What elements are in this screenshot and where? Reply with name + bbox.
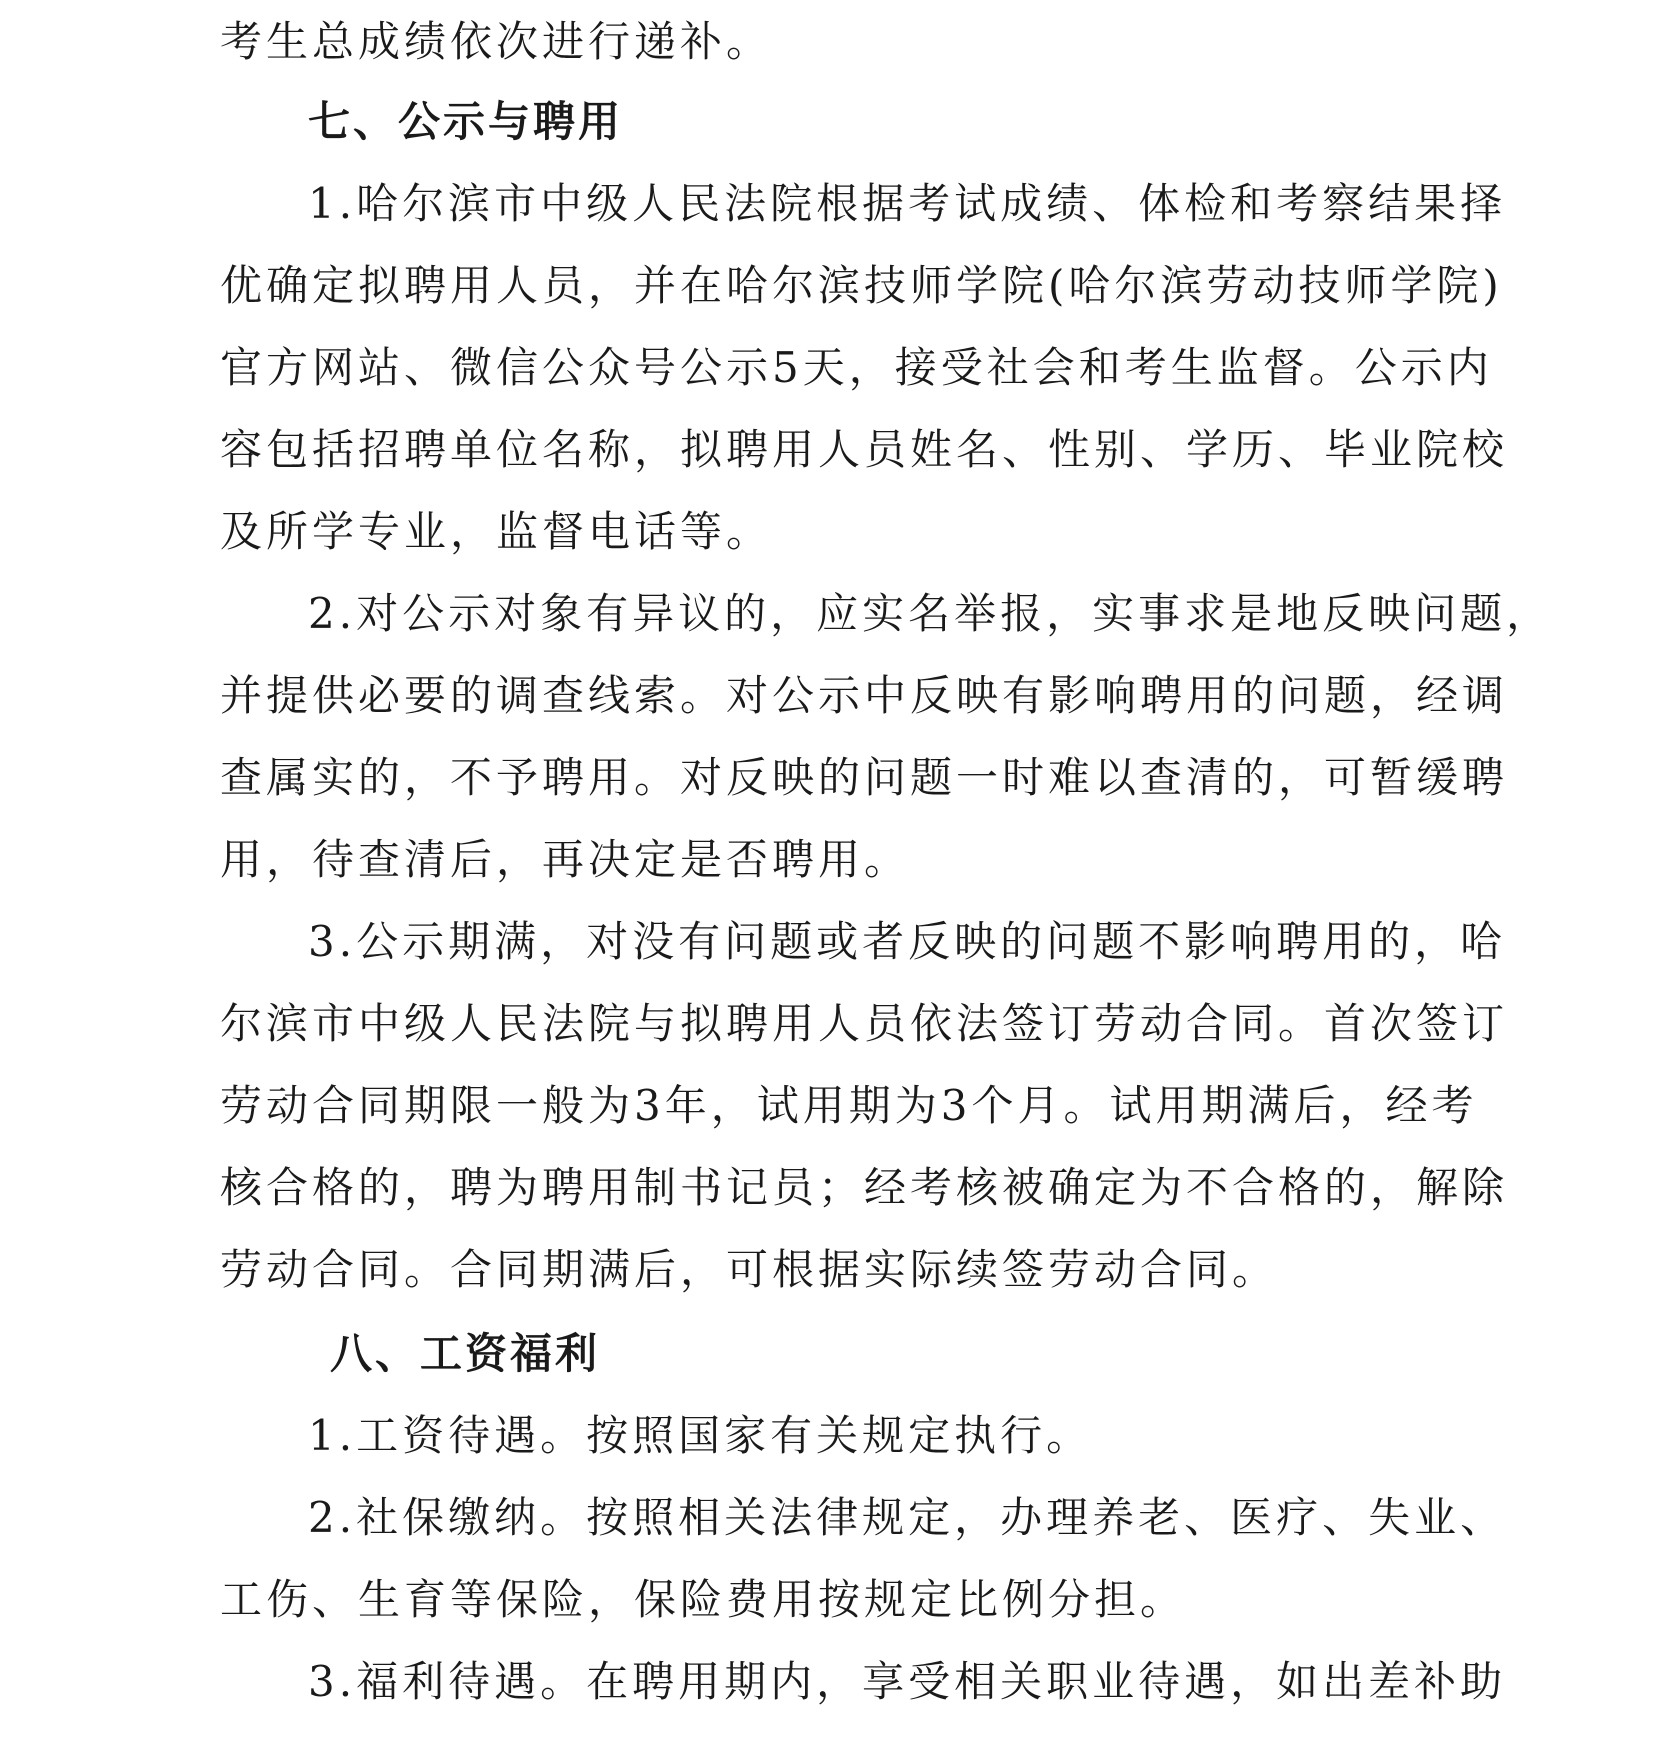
paragraph-line: 1.工资待遇。按照国家有关规定执行。 — [308, 1411, 1093, 1460]
paragraph-line: 2.对公示对象有异议的，应实名举报，实事求是地反映问题， — [308, 589, 1553, 638]
paragraph-line: 工伤、生育等保险，保险费用按规定比例分担。 — [220, 1575, 1187, 1624]
paragraph-line: 劳动合同期限一般为3年，试用期为3个月。试用期满后，经考 — [220, 1081, 1478, 1130]
paragraph-line: 考生总成绩依次进行递补。 — [220, 17, 773, 66]
paragraph-line: 容包括招聘单位名称，拟聘用人员姓名、性别、学历、毕业院校 — [220, 425, 1509, 474]
paragraph-line: 3.公示期满，对没有问题或者反映的问题不影响聘用的，哈 — [308, 917, 1507, 966]
paragraph-line: 2.社保缴纳。按照相关法律规定，办理养老、医疗、失业、 — [308, 1493, 1507, 1542]
paragraph-line: 并提供必要的调查线索。对公示中反映有影响聘用的问题，经调 — [220, 671, 1509, 720]
paragraph-line: 1.哈尔滨市中级人民法院根据考试成绩、体检和考察结果择 — [308, 179, 1507, 228]
paragraph-line: 核合格的，聘为聘用制书记员；经考核被确定为不合格的，解除 — [220, 1163, 1509, 1212]
paragraph-line: 优确定拟聘用人员，并在哈尔滨技师学院(哈尔滨劳动技师学院) — [220, 261, 1503, 310]
paragraph-line: 查属实的，不予聘用。对反映的问题一时难以查清的，可暂缓聘 — [220, 753, 1509, 802]
paragraph-line: 3.福利待遇。在聘用期内，享受相关职业待遇，如出差补助 — [308, 1657, 1507, 1706]
paragraph-line: 官方网站、微信公众号公示5天，接受社会和考生监督。公示内 — [220, 343, 1493, 392]
paragraph-line: 用，待查清后，再决定是否聘用。 — [220, 835, 911, 884]
paragraph-line: 及所学专业，监督电话等。 — [220, 507, 773, 556]
paragraph-line: 劳动合同。合同期满后，可根据实际续签劳动合同。 — [220, 1245, 1279, 1294]
section-heading-7: 七、公示与聘用 — [308, 97, 624, 146]
section-heading-8: 八、工资福利 — [330, 1329, 601, 1378]
paragraph-line: 尔滨市中级人民法院与拟聘用人员依法签订劳动合同。首次签订 — [220, 999, 1509, 1048]
